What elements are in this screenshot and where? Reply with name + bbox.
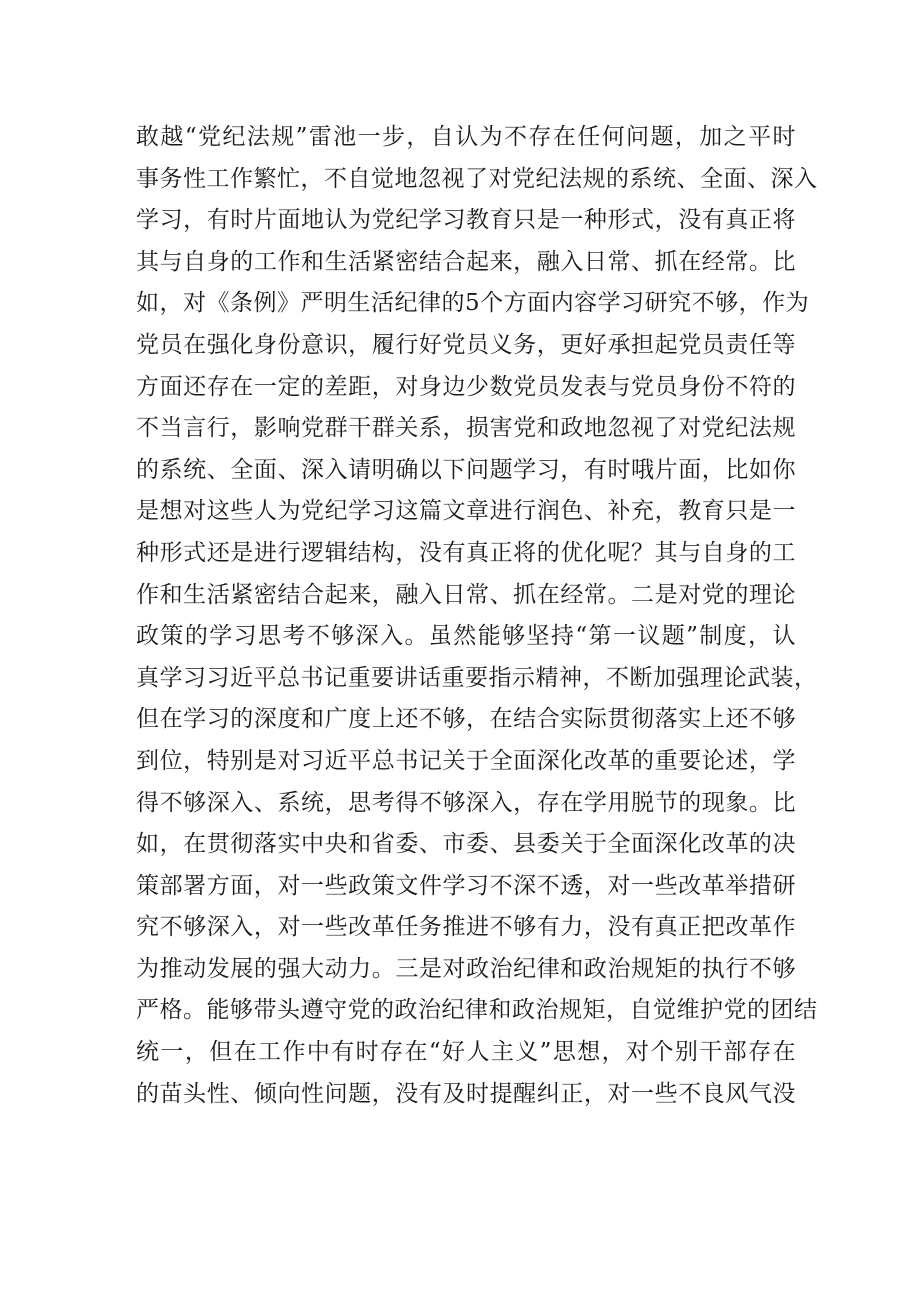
text-line: 策部署方面，对一些政策文件学习不深不透，对一些改革举措研: [136, 872, 796, 899]
text-line: 作和生活紧密结合起来，融入日常、抓在经常。二是对党的理论: [136, 581, 796, 608]
text-line: 不当言行，影响党群干群关系，损害党和政地忽视了对党纪法规: [136, 415, 796, 442]
text-line: 其与自身的工作和生活紧密结合起来，融入日常、抓在经常。比: [136, 248, 796, 275]
text-line: 敢越“党纪法规”雷池一步，自认为不存在任何问题，加之平时: [136, 124, 796, 150]
text-line: 如，在贯彻落实中央和省委、市委、县委关于全面深化改革的决: [136, 831, 796, 858]
text-line: 学习，有时片面地认为党纪学习教育只是一种形式，没有真正将: [136, 207, 796, 234]
text-line: 真学习习近平总书记重要讲话重要指示精神，不断加强理论武装，: [136, 664, 818, 691]
text-line: 的系统、全面、深入请明确以下问题学习，有时哦片面，比如你: [136, 456, 796, 483]
text-line: 党员在强化身份意识，履行好党员义务，更好承担起党员责任等: [136, 331, 796, 358]
text-line: 如，对《条例》严明生活纪律的5个方面内容学习研究不够，作为: [136, 290, 810, 317]
text-line: 事务性工作繁忙，不自觉地忽视了对党纪法规的系统、全面、深入: [136, 165, 818, 192]
text-line: 为推动发展的强大动力。三是对政治纪律和政治规矩的执行不够: [136, 955, 796, 982]
text-line: 到位，特别是对习近平总书记关于全面深化改革的重要论述，学: [136, 747, 796, 774]
text-line: 统一，但在工作中有时存在“好人主义”思想，对个别干部存在: [136, 1039, 796, 1066]
text-line: 是想对这些人为党纪学习这篇文章进行润色、补充，教育只是一: [136, 498, 796, 525]
text-line: 但在学习的深度和广度上还不够，在结合实际贯彻落实上还不够: [136, 706, 796, 733]
text-line: 严格。能够带头遵守党的政治纪律和政治规矩，自觉维护党的团结: [136, 997, 818, 1024]
text-line: 究不够深入，对一些改革任务推进不够有力，没有真正把改革作: [136, 914, 796, 941]
text-line: 的苗头性、倾向性问题，没有及时提醒纠正，对一些不良风气没: [136, 1080, 796, 1107]
text-line: 政策的学习思考不够深入。虽然能够坚持“第一议题”制度，认: [136, 623, 796, 650]
body-text: [136, 117, 818, 1115]
text-line: 方面还存在一定的差距，对身边少数党员发表与党员身份不符的: [136, 373, 796, 400]
text-line: 得不够深入、系统，思考得不够深入，存在学用脱节的现象。比: [136, 789, 796, 816]
text-line: 种形式还是进行逻辑结构，没有真正将的优化呢？其与自身的工: [136, 539, 796, 566]
